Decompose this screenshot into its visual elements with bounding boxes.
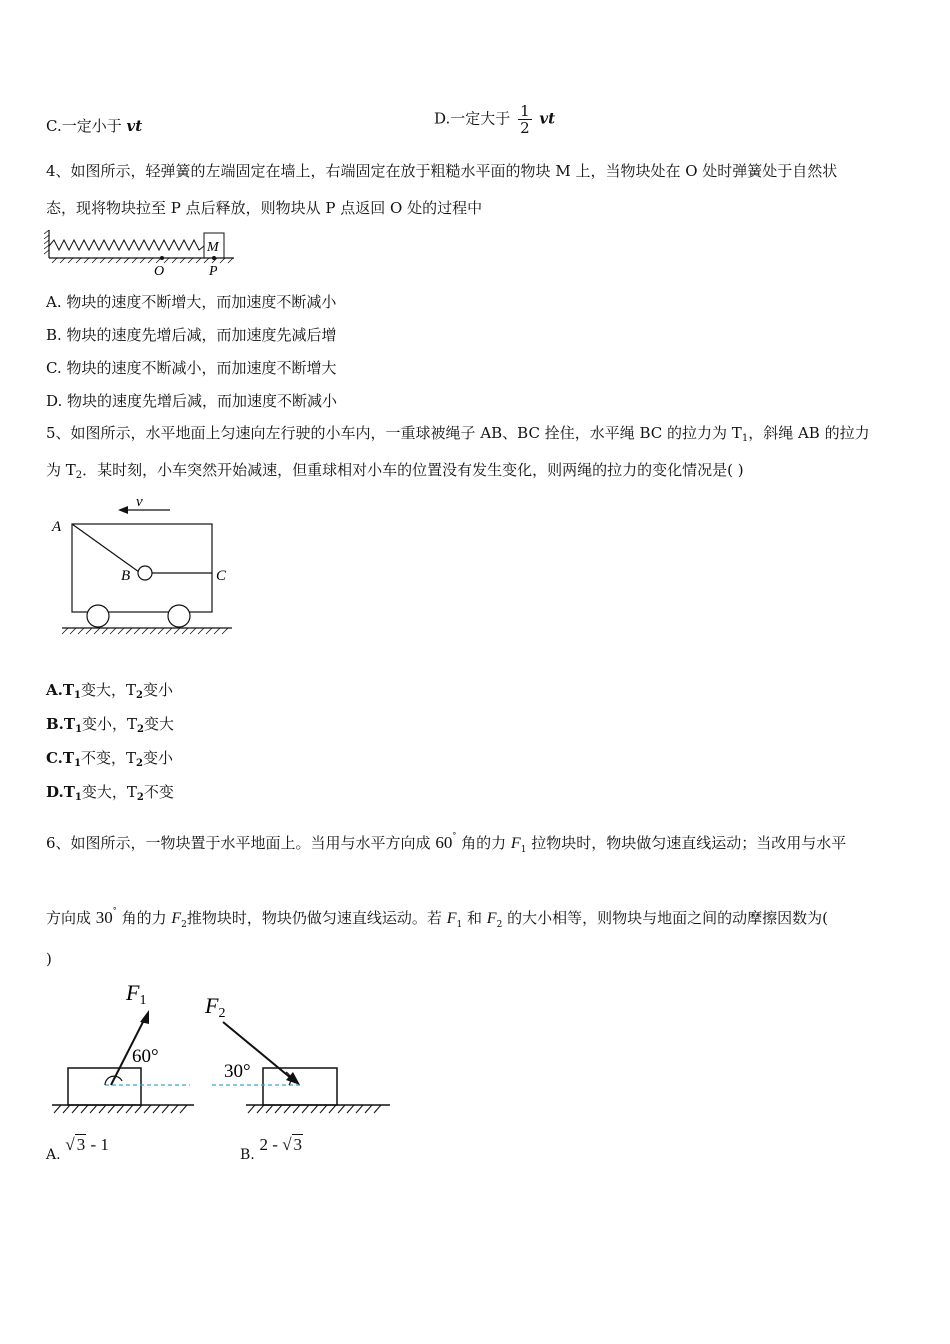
force-diagrams (48, 980, 398, 1120)
point-p (212, 256, 216, 260)
option-letter: D. (434, 109, 451, 128)
option-text: 变大，T (81, 681, 137, 699)
q5-option-b (46, 713, 174, 735)
q6-stem-line1 (46, 818, 846, 868)
option-letter: C.T (46, 749, 75, 767)
option-letter: B.T (46, 715, 76, 733)
subscript: 2 (136, 758, 144, 769)
degree-mark: ° (112, 906, 117, 915)
subscript: 1 (456, 920, 463, 930)
block-left (68, 1068, 141, 1105)
option-text: 一定小于 (61, 117, 122, 135)
subscript: 2 (181, 920, 187, 930)
spring-block-diagram (44, 228, 234, 280)
angle-value: 60 (435, 833, 453, 852)
option-letter: A. (46, 1147, 61, 1163)
option-letter: B. (240, 1147, 255, 1163)
subscript: 1 (741, 433, 749, 444)
subscript: 2 (75, 470, 83, 481)
q4-stem-line1: 4、如图所示，轻弹簧的左端固定在墙上，右端固定在放于粗糙水平面的物块 M 上，当物块处在 O 处时弹簧处于自然状 (46, 162, 838, 180)
force-symbol: F (171, 910, 182, 927)
q6-option-b (240, 1135, 303, 1164)
label-p: P (209, 264, 218, 279)
label-o: O (154, 264, 165, 279)
degree-mark: ° (452, 831, 457, 840)
block-right (263, 1068, 337, 1105)
ball (138, 566, 152, 580)
q5-text: 为 T (46, 461, 76, 479)
radical-expression: √ 3 - 1 (65, 1135, 109, 1154)
option-text: 变小，T (82, 715, 138, 733)
option-text: 变大 (144, 715, 175, 733)
cart-diagram (48, 488, 248, 638)
q6-text: 方向成 (46, 909, 92, 927)
option-letter: A.T (46, 681, 75, 699)
option-text: 变小 (143, 749, 174, 767)
option-text: 不变，T (81, 749, 137, 767)
q5-option-a (46, 679, 173, 701)
q5-stem-line1 (46, 415, 870, 457)
q4-stem-line2: 态，现将物块拉至 P 点后释放，则物块从 P 点返回 O 处的过程中 (46, 199, 483, 217)
radical-expression: 2 - √ 3 (259, 1135, 303, 1154)
math-variable: vt (539, 109, 556, 128)
point-o (160, 256, 164, 260)
q5-text: ．某时刻，小车突然开始减速，但重球相对小车的位置没有发生变化，则两绳的拉力的变化情况是( ) (82, 461, 744, 479)
subscript: 2 (136, 792, 144, 803)
q5-text: ，斜绳 AB 的拉力 (748, 424, 870, 442)
subscript: 2 (136, 690, 143, 701)
q3-option-d (434, 103, 555, 136)
q4-option-c: C. 物块的速度不断减小，而加速度不断增大 (46, 359, 337, 377)
option-letter: C. (46, 117, 62, 135)
q6-text: 和 (466, 909, 482, 927)
radicand: 3 (76, 1135, 86, 1154)
expression-prefix: 2 - (259, 1135, 283, 1154)
fraction-numerator: 1 (520, 102, 530, 120)
angle-label-60: 60° (132, 1046, 159, 1067)
q6-stem-line2 (46, 893, 828, 943)
option-letter: D.T (46, 783, 75, 801)
spring (49, 240, 204, 250)
subscript: 2 (496, 920, 503, 930)
label-m: M (207, 240, 219, 255)
option-text: 一定大于 (450, 109, 511, 128)
q6-text: 6、如图所示，一物块置于水平地面上。当用与水平方向成 (46, 834, 431, 852)
label-a: A (52, 519, 62, 535)
label-c: C (216, 568, 227, 584)
subscript: 2 (137, 724, 145, 735)
q6-text: 推物块时，物块仍做匀速直线运动。若 (186, 909, 442, 927)
q3-option-c (46, 115, 142, 136)
label-b: B (121, 568, 131, 584)
subscript: 1 (520, 845, 527, 855)
fraction (518, 103, 532, 136)
label-f2: F2 (205, 993, 226, 1021)
label-f1: F1 (126, 980, 147, 1008)
q4-option-a: A. 物块的速度不断增大，而加速度不断减小 (46, 293, 337, 311)
expression-rest: - 1 (86, 1135, 109, 1154)
q6-stem-line3: ) (46, 950, 52, 968)
math-variable: vt (126, 117, 143, 135)
force-symbol: F (486, 910, 497, 927)
wheel-left (87, 605, 109, 627)
rope-ab (72, 524, 139, 572)
radicand: 3 (293, 1135, 303, 1154)
subscript: 1 (74, 690, 81, 701)
label-v: v (136, 494, 143, 510)
q6-text: 角的力 (461, 834, 507, 852)
fraction-denominator: 2 (520, 119, 530, 137)
angle-value: 30 (95, 908, 113, 927)
q4-option-b: B. 物块的速度先增后减，而加速度先减后增 (46, 326, 337, 344)
subscript: 1 (74, 758, 82, 769)
q5-text: 5、如图所示，水平地面上匀速向左行驶的小车内，一重球被绳子 AB、BC 拴住，水平绳 BC 的拉力为 T (46, 424, 742, 442)
q5-option-d (46, 781, 174, 803)
q6-text: 角的力 (121, 909, 167, 927)
angle-label-30: 30° (224, 1061, 251, 1082)
subscript: 1 (75, 724, 83, 735)
force-symbol: F (446, 910, 457, 927)
wheel-right (168, 605, 190, 627)
subscript: 1 (74, 792, 82, 803)
q5-option-c (46, 747, 173, 769)
q6-text: 拉物块时，物块做匀速直线运动；当改用与水平 (531, 834, 847, 852)
force-symbol: F (510, 835, 521, 852)
option-text: 变小 (142, 681, 173, 699)
q4-option-d: D. 物块的速度先增后减，而加速度不断减小 (46, 392, 338, 410)
q6-text: 的大小相等，则物块与地面之间的动摩擦因数为( (507, 909, 828, 927)
option-text: 变大，T (81, 783, 137, 801)
q6-option-a (46, 1135, 109, 1164)
option-text: 不变 (143, 783, 174, 801)
